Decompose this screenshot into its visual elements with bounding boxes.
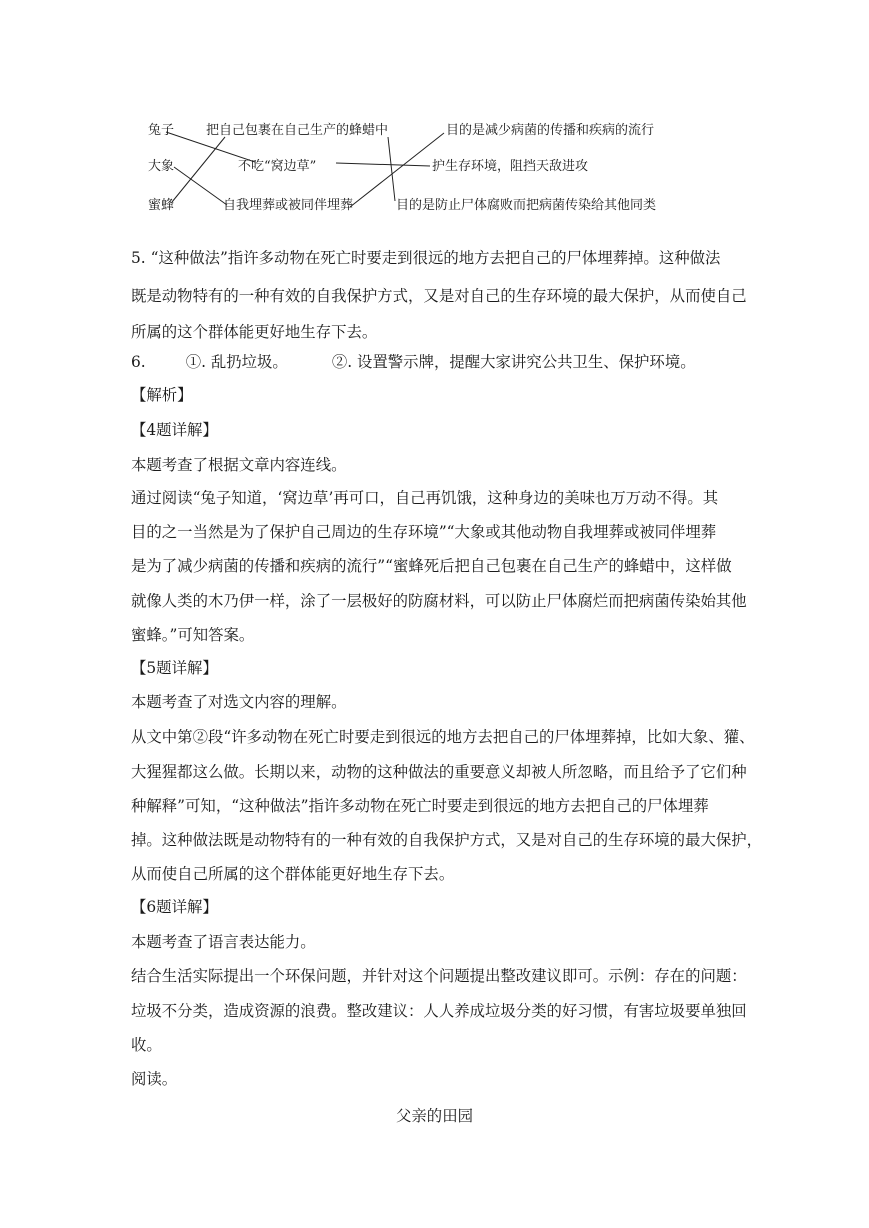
section-heading-4: 【4题详解】 [131,421,218,439]
diagram-left-item: 蜜蜂 [148,198,175,213]
paragraph-line: 种解释”可知，“这种做法”指许多动物在死亡时要走到很远的地方去把自己的尸体埋葬 [131,797,709,815]
diagram-middle-item: 不吃“窝边草” [238,159,317,174]
paragraph-line: 从而使自己所属的这个群体能更好地生存下去。 [131,865,455,883]
paragraph-line: 收。 [131,1036,162,1054]
section-heading-5: 【5题详解】 [131,659,218,677]
connector-line [172,137,225,202]
matching-diagram [140,115,700,225]
section-heading-6: 【6题详解】 [131,898,218,916]
answer-6-line [131,352,741,372]
connector-line [174,167,227,205]
paragraph-line: 本题考查了根据文章内容连线。 [131,456,347,474]
paragraph-line: 就像人类的木乃伊一样，涂了一层极好的防腐材料，可以防止尸体腐烂而把病菌传染始其他 [131,592,747,610]
paragraph-line: 垃圾不分类，造成资源的浪费。整改建议：人人养成垃圾分类的好习惯，有害垃圾要单独回 [131,1002,747,1020]
paragraph-line: 大猩猩都这么做。长期以来，动物的这种做法的重要意义却被人所忽略，而且给予了它们种 [131,763,747,781]
analysis-heading: 【解析】 [131,386,193,404]
connector-line [336,163,430,166]
diagram-middle-item: 把自己包裹在自己生产的蜂蜡中 [206,123,389,138]
answer-5-line: 既是动物特有的一种有效的自我保护方式，又是对自己的生存环境的最大保护，从而使自己 [131,287,747,305]
paragraph-line: 阅读。 [131,1070,178,1088]
diagram-right-item: 目的是减少病菌的传播和疾病的流行 [446,123,655,138]
diagram-right-item: 护生存环境，阻挡天敌进攻 [432,159,589,174]
diagram-left-item: 兔子 [148,123,175,138]
answer-5-line: 5. “这种做法”指许多动物在死亡时要走到很远的地方去把自己的尸体埋葬掉。这种做法 [131,249,721,267]
diagram-right-item: 目的是防止尸体腐败而把病菌传染给其他同类 [396,198,657,213]
paragraph-line: 从文中第②段“许多动物在死亡时要走到很远的地方去把自己的尸体埋葬掉，比如大象、獾、 [131,728,755,746]
answer-6-part-1: ①. 乱扔垃圾。 [185,353,288,371]
paragraph-line: 本题考查了语言表达能力。 [131,933,316,951]
paragraph-line: 本题考查了对选文内容的理解。 [131,693,347,711]
connector-line [388,137,395,201]
paragraph-line: 掉。这种做法既是动物特有的一种有效的自我保护方式，又是对自己的生存环境的最大保护， [131,831,763,849]
paragraph-line: 通过阅读“兔子知道，‘窝边草’再可口，自己再饥饿，这种身边的美味也万万动不得。其 [131,489,719,507]
diagram-left-item: 大象 [148,159,175,174]
paragraph-line: 目的之一当然是为了保护自己周边的生存环境”“大象或其他动物自我埋葬或被同伴埋葬 [131,523,717,541]
paragraph-line: 是为了减少病菌的传播和疾病的流行”“蜜蜂死后把自己包裹在自己生产的蜂蜡中，这样做 [131,557,732,575]
answer-5-line: 所属的这个群体能更好地生存下去。 [131,323,378,341]
article-title: 父亲的田园 [396,1107,473,1125]
diagram-middle-item: 自我埋葬或被同伴埋葬 [223,198,354,213]
connector-line [350,133,444,207]
answer-6-number: 6. [131,353,146,371]
paragraph-line: 蜜蜂。”可知答案。 [131,626,255,644]
answer-6-part-2: ②. 设置警示牌，提醒大家讲究公共卫生、保护环境。 [331,353,696,371]
paragraph-line: 结合生活实际提出一个环保问题，并针对这个问题提出整改建议即可。示例：存在的问题： [131,967,747,985]
